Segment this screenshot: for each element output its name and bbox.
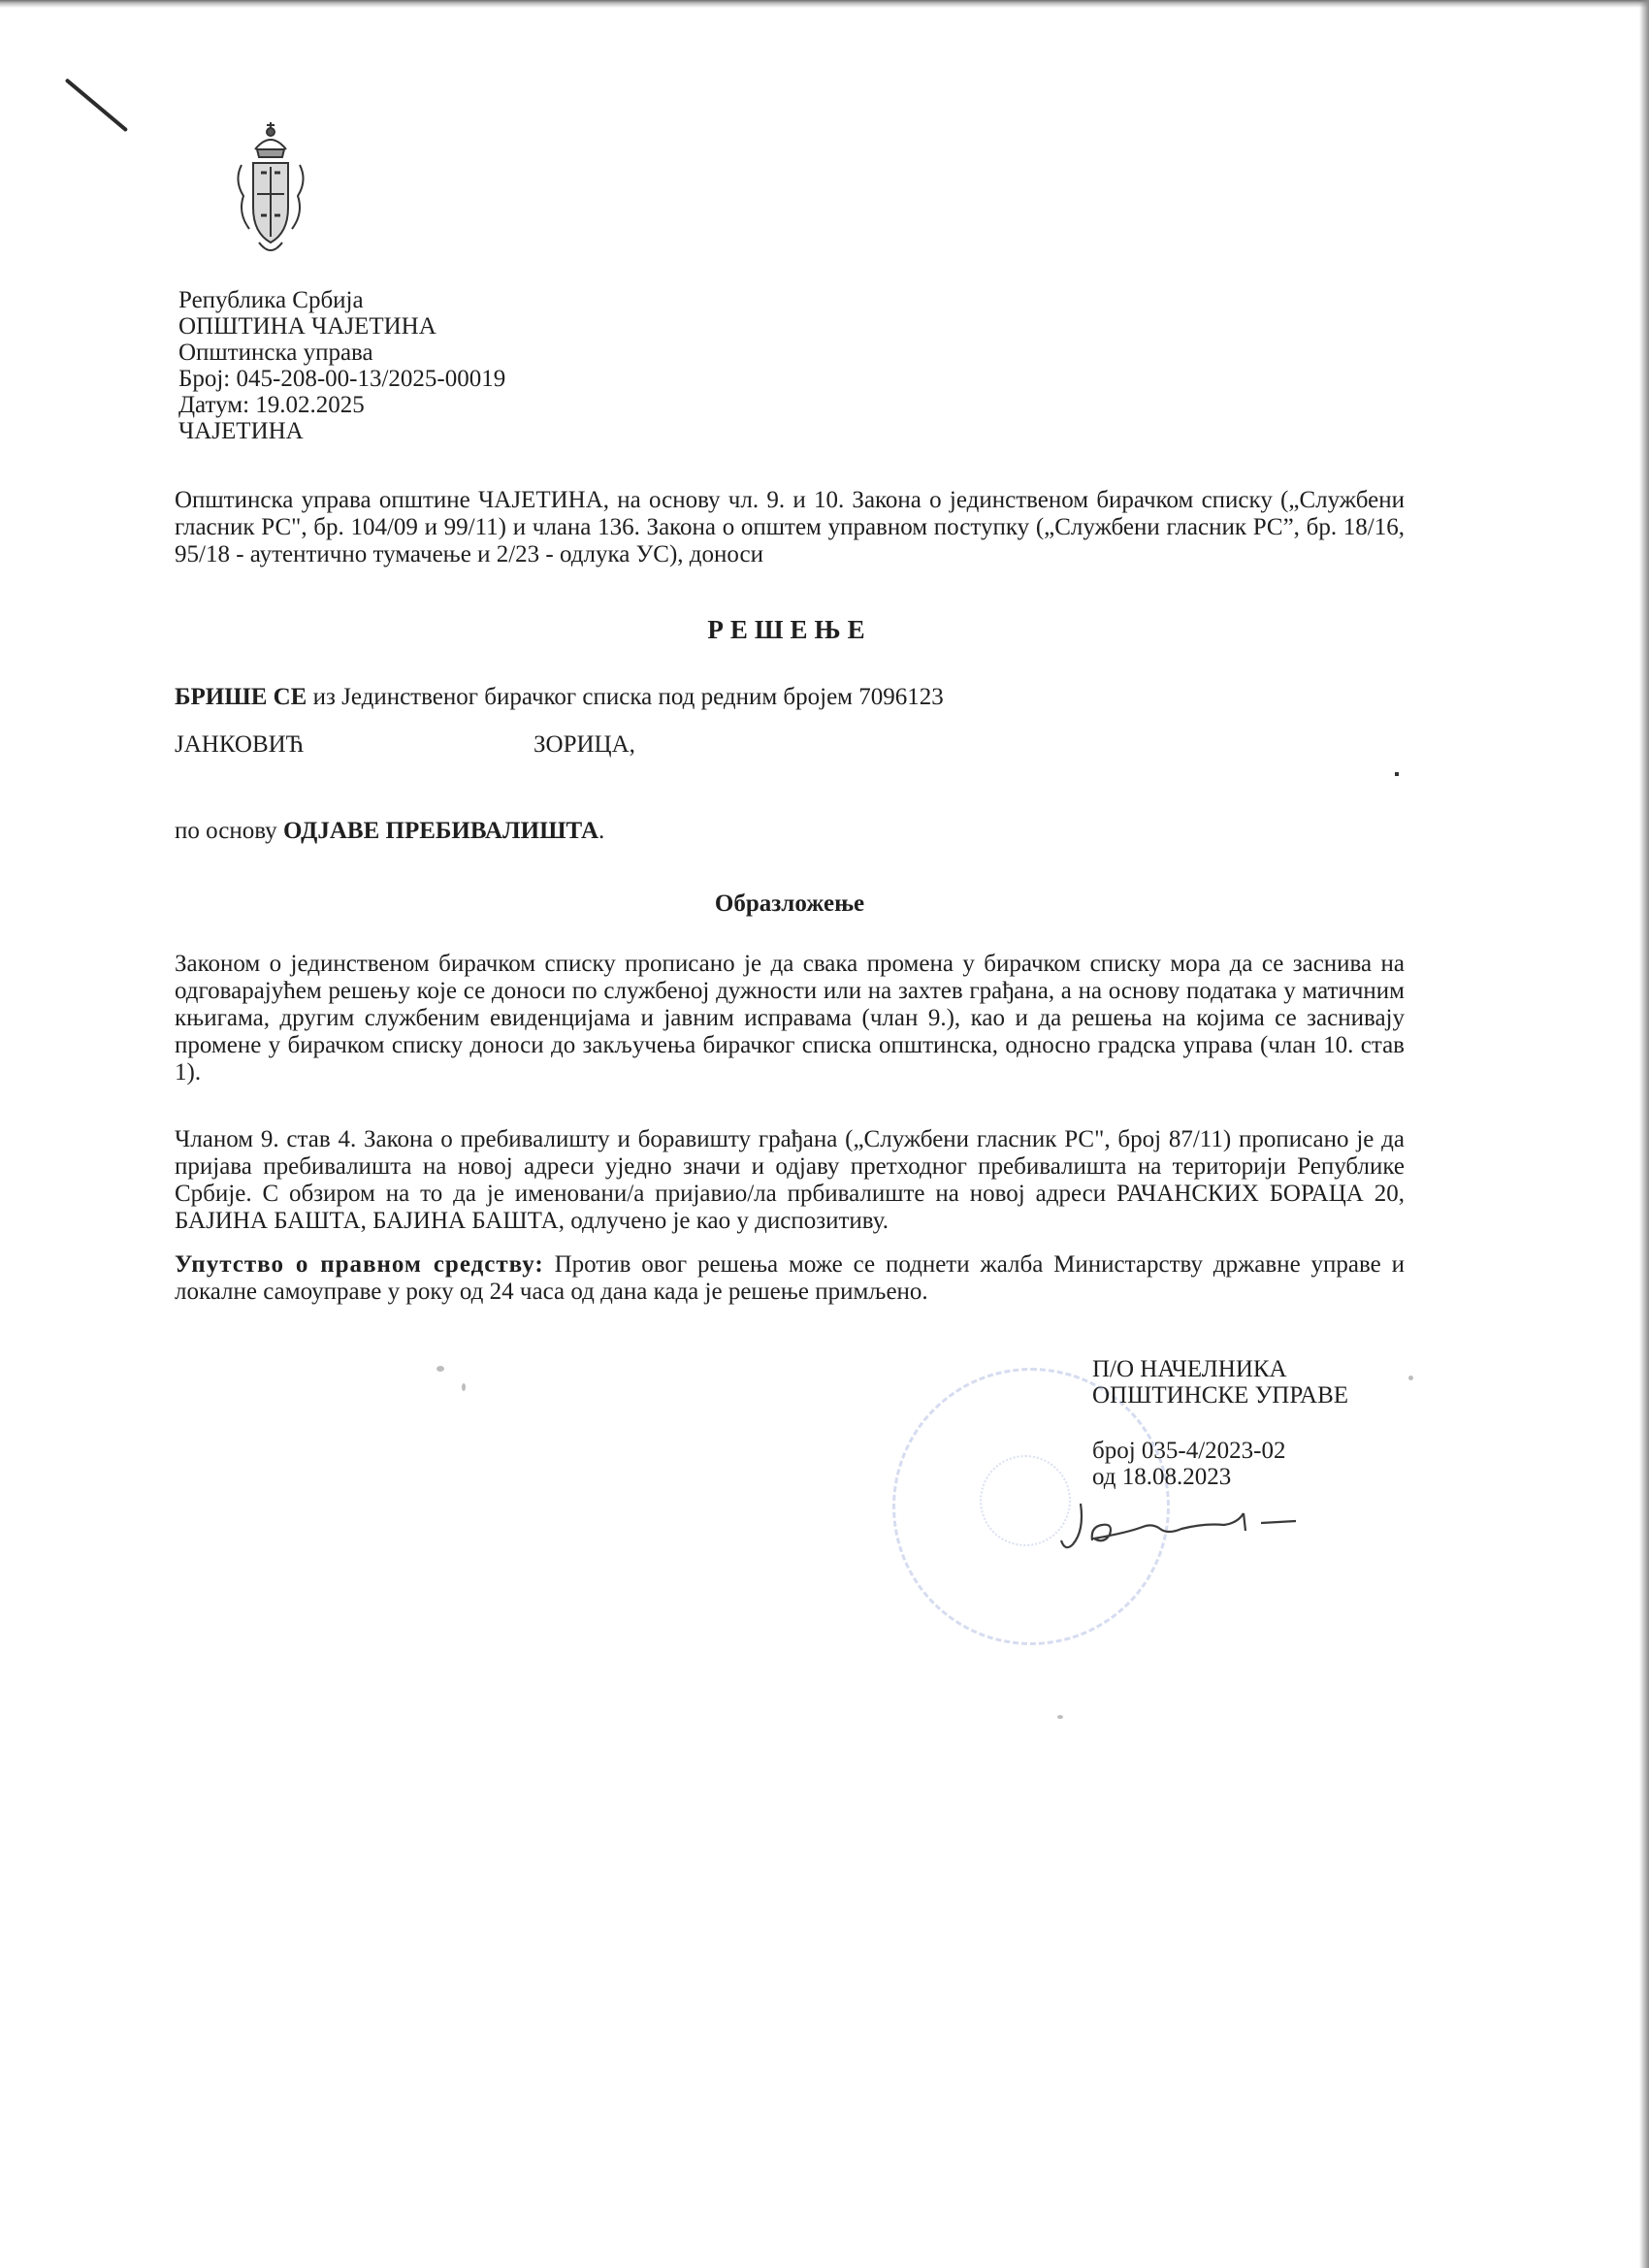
scan-dot — [1395, 772, 1399, 776]
basis-bold: ОДЈАВЕ ПРЕБИВАЛИШТА — [282, 818, 599, 844]
issuer-header — [178, 287, 505, 444]
scan-speck — [1408, 1376, 1413, 1380]
header-city: ЧАЈЕТИНА — [178, 418, 304, 444]
header-municipality: ОПШТИНА ЧАЈЕТИНА — [178, 313, 436, 340]
scan-edge-top — [0, 0, 1649, 8]
redaction-box — [685, 731, 1472, 764]
header-country: Република Србија — [178, 287, 364, 313]
decision-bold: БРИШЕ СЕ — [175, 684, 307, 710]
redaction-box — [316, 731, 530, 764]
legal-remedy-label: Упутство о правном средству: — [175, 1251, 544, 1278]
coat-of-arms-icon — [234, 113, 307, 268]
person-given-name: ЗОРИЦА, — [534, 731, 635, 758]
scan-edge-right — [1639, 0, 1649, 2268]
signatory-authorization-date: од 18.08.2023 — [1092, 1464, 1232, 1490]
reasoning-paragraph-1: Законом о јединственом бирачком списку прописано је да свака промена у бирачком списку мора да се заснива на одговарајућем решењу које се доноси по службеној дужности или на захтев грађана, а на основу података у матичним књигама, другим службеним евиденцијама и јавним исправама (члан 9.), као и да решења на којима се заснивају промене у бирачком списку доноси до закључења бирачког списка општинска, односно градска управа (члан 10. став 1). — [175, 951, 1405, 1085]
decision-text: из Јединственог бирачког списка под редним бројем 7096123 — [307, 684, 944, 710]
scan-speck — [436, 1366, 444, 1372]
scan-speck — [462, 1383, 466, 1391]
pen-stroke-mark — [65, 78, 128, 132]
stamp-center-icon — [980, 1455, 1071, 1546]
header-document-number: Број: 045-208-00-13/2025-00019 — [178, 366, 506, 392]
intro-paragraph: Општинска управа општине ЧАЈЕТИНА, на основу чл. 9. и 10. Закона о јединственом бирачком списку („Службени гласник РС", бр. 104/09 и 99/11) и члана 136. Закона о општем управном поступку („Службени гласник РС”, бр. 18/16, 95/18 - аутентично тумачење и 2/23 - одлука УС), доноси — [175, 487, 1405, 567]
basis-prefix: по основу — [175, 818, 283, 844]
basis-suffix: . — [598, 818, 605, 844]
basis-line — [175, 818, 604, 845]
scan-speck — [1057, 1715, 1063, 1719]
person-name-line — [175, 731, 1484, 762]
reasoning-paragraph-2: Чланом 9. став 4. Закона о пребивалишту и боравишту грађана („Службени гласник РС", број 87/11) прописано је да пријава пребивалишта на новој адреси уједно значи и одјаву претходног пребивалишта на територији Републике Србије. С обзиром на то да је именовани/а пријавио/ла прбивалиште на новој адреси РАЧАНСКИХ БОРАЦА 20, БАЈИНА БАШТА, БАЈИНА БАШТА, одлучено је као у диспозитиву. — [175, 1126, 1405, 1234]
reasoning-title: Образложење — [714, 891, 865, 917]
header-date: Датум: 19.02.2025 — [178, 392, 365, 418]
header-administration: Општинска управа — [178, 340, 373, 366]
signatory-authorization-number: број 035-4/2023-02 — [1092, 1438, 1286, 1464]
signatory-block — [1092, 1356, 1348, 1490]
document-title: РЕШЕЊЕ — [707, 615, 872, 644]
signatory-line-1: П/О НАЧЕЛНИКА — [1092, 1356, 1287, 1382]
decision-line — [175, 684, 944, 711]
legal-remedy-paragraph — [175, 1251, 1405, 1306]
legal-remedy-text: Против овог решења може се поднети жалба Министарству државне управе и локалне самоуправе у року од 24 часа од дана када је решење примљено. — [175, 1251, 1405, 1305]
person-surname: ЈАНКОВИЋ — [175, 731, 305, 758]
signature-icon — [1059, 1484, 1341, 1562]
signatory-line-2: ОПШТИНСКЕ УПРАВЕ — [1092, 1382, 1349, 1409]
